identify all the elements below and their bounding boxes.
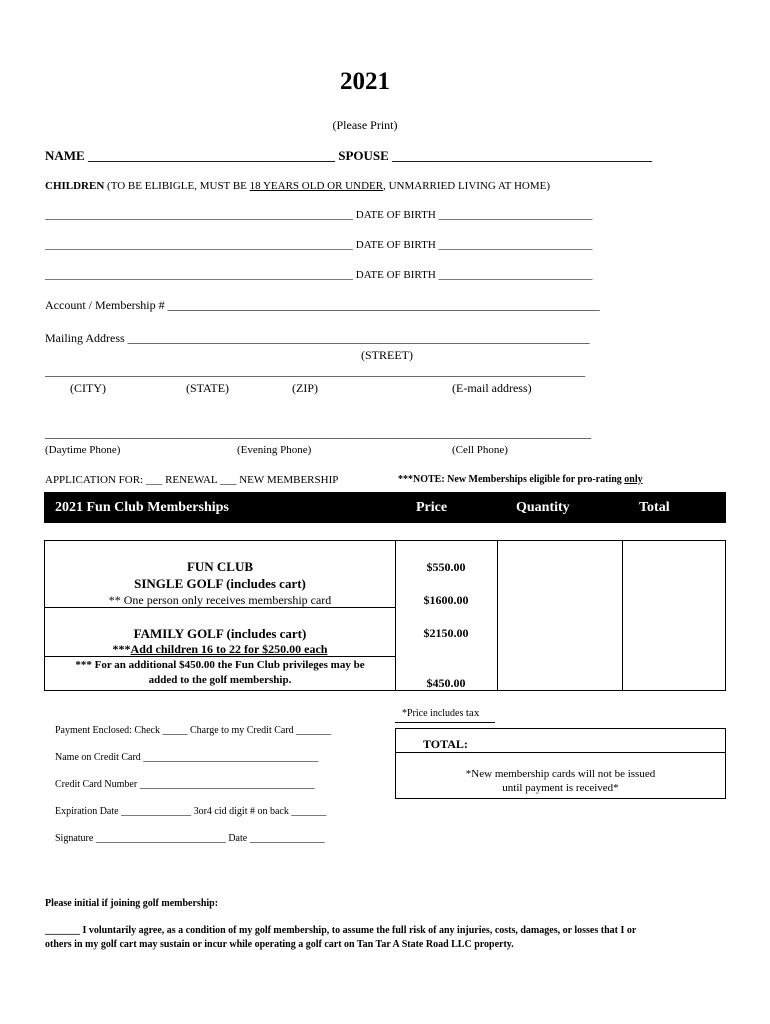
name-spouse-line[interactable]: NAME ______________________________________ SPOUSE ________________________________________ [45,148,653,163]
table-top-border [44,540,726,541]
children-label: CHILDREN [45,180,105,192]
table-header-title: 2021 Fun Club Memberships [55,500,229,515]
card-number-line[interactable]: Credit Card Number ___________________________________ [55,779,315,790]
table-right-border [725,540,726,691]
children-heading [45,180,550,192]
address-line-2[interactable]: __________________________________________________________________________________________ [45,364,585,378]
waiver-text-1[interactable]: _______ I voluntarily agree, as a condition of my golf membership, to assume the full risk of any injuries, costs, damages, or losses that I or [45,925,637,936]
children-note-2: , UNMARRIED LIVING AT HOME) [383,180,551,192]
single-golf-note: ** One person only receives membership card [108,593,332,607]
total-label: TOTAL: [423,737,468,751]
price-note-2: tax [465,707,480,719]
signature-date-line[interactable]: Signature __________________________ Date _______________ [55,833,325,844]
fun-club-label: FUN CLUB [186,559,254,574]
pro-rating-note [398,474,643,485]
waiver-heading: Please initial if joining golf membership: [45,898,219,909]
note-text: New Memberships eligible for pro-rating [447,474,625,485]
price-single-golf: $1600.00 [423,593,469,607]
phone-line[interactable]: ___________________________________________________________________________________________ [45,426,591,440]
cell-phone-label: (Cell Phone) [452,444,508,456]
child-line-2[interactable]: ________________________________________________________ DATE OF BIRTH ____________________________ [45,239,593,251]
single-golf-label: SINGLE GOLF (includes cart) [134,576,306,591]
waiver-text-2: others in my golf cart may sustain or incur while operating a golf cart on Tan Tar A State Road LLC property. [45,939,514,950]
application-for-line[interactable]: APPLICATION FOR: ___ RENEWAL ___ NEW MEMBERSHIP [45,474,339,486]
name-on-card-line[interactable]: Name on Credit Card ___________________________________ [55,752,319,763]
price-family-golf: $2150.00 [423,626,469,640]
child-line-3[interactable]: ________________________________________________________ DATE OF BIRTH ____________________________ [45,269,593,281]
card-notice-2: until payment is received* [502,782,619,794]
table-divider-qty-total [622,540,623,691]
mailing-address-line[interactable]: Mailing Address _____________________________________________________________________________ [45,331,590,345]
children-note-1: (TO BE ELIBIGLE, MUST BE [104,180,250,192]
note-label: ***NOTE: [398,474,445,485]
payment-enclosed-line[interactable]: Payment Enclosed: Check _____ Charge to my Credit Card _______ [55,725,332,736]
zip-label: (ZIP) [292,381,318,395]
child-line-1[interactable]: ________________________________________________________ DATE OF BIRTH ____________________________ [45,209,593,221]
table-header-bar [44,492,726,523]
children-addon-text: Add children 16 to 22 for $250.00 each [130,642,328,656]
account-membership-line[interactable]: Account / Membership # ________________________________________________________________________ [45,298,600,312]
family-golf-label: FAMILY GOLF (includes cart) [133,626,307,641]
additional-privileges-1: *** For an additional $450.00 the Fun Club privileges may be [75,659,365,671]
price-note-1: *Price includes [402,708,466,719]
children-addon-prefix: *** [112,642,131,656]
page-title: 2021 [340,68,390,95]
col-header-price: Price [416,500,448,515]
total-divider [395,752,726,753]
table-divider-price-qty [497,540,498,691]
page-subtitle: (Please Print) [332,118,398,132]
additional-privileges-2: added to the golf membership. [148,674,292,686]
table-bottom-border [44,690,726,691]
city-label: (CITY) [70,381,106,395]
daytime-phone-label: (Daytime Phone) [45,444,121,456]
children-note-underlined: 18 YEARS OLD OR UNDER [249,180,384,192]
col-header-quantity: Quantity [516,500,570,515]
note-underlined: only [624,474,643,485]
card-notice-1: *New membership cards will not be issued [465,768,656,780]
price-fun-club: $550.00 [426,560,466,574]
expiration-cid-line[interactable]: Expiration Date ______________ 3or4 cid digit # on back _______ [55,806,327,817]
children-addon-line [44,642,396,657]
price-additional: $450.00 [426,676,466,690]
state-label: (STATE) [186,381,230,395]
price-includes-tax-note [402,707,479,719]
price-note-underline [395,722,495,723]
email-label: (E-mail address) [452,381,532,395]
col-header-total: Total [639,500,670,515]
street-label: (STREET) [361,348,413,362]
evening-phone-label: (Evening Phone) [237,444,312,456]
